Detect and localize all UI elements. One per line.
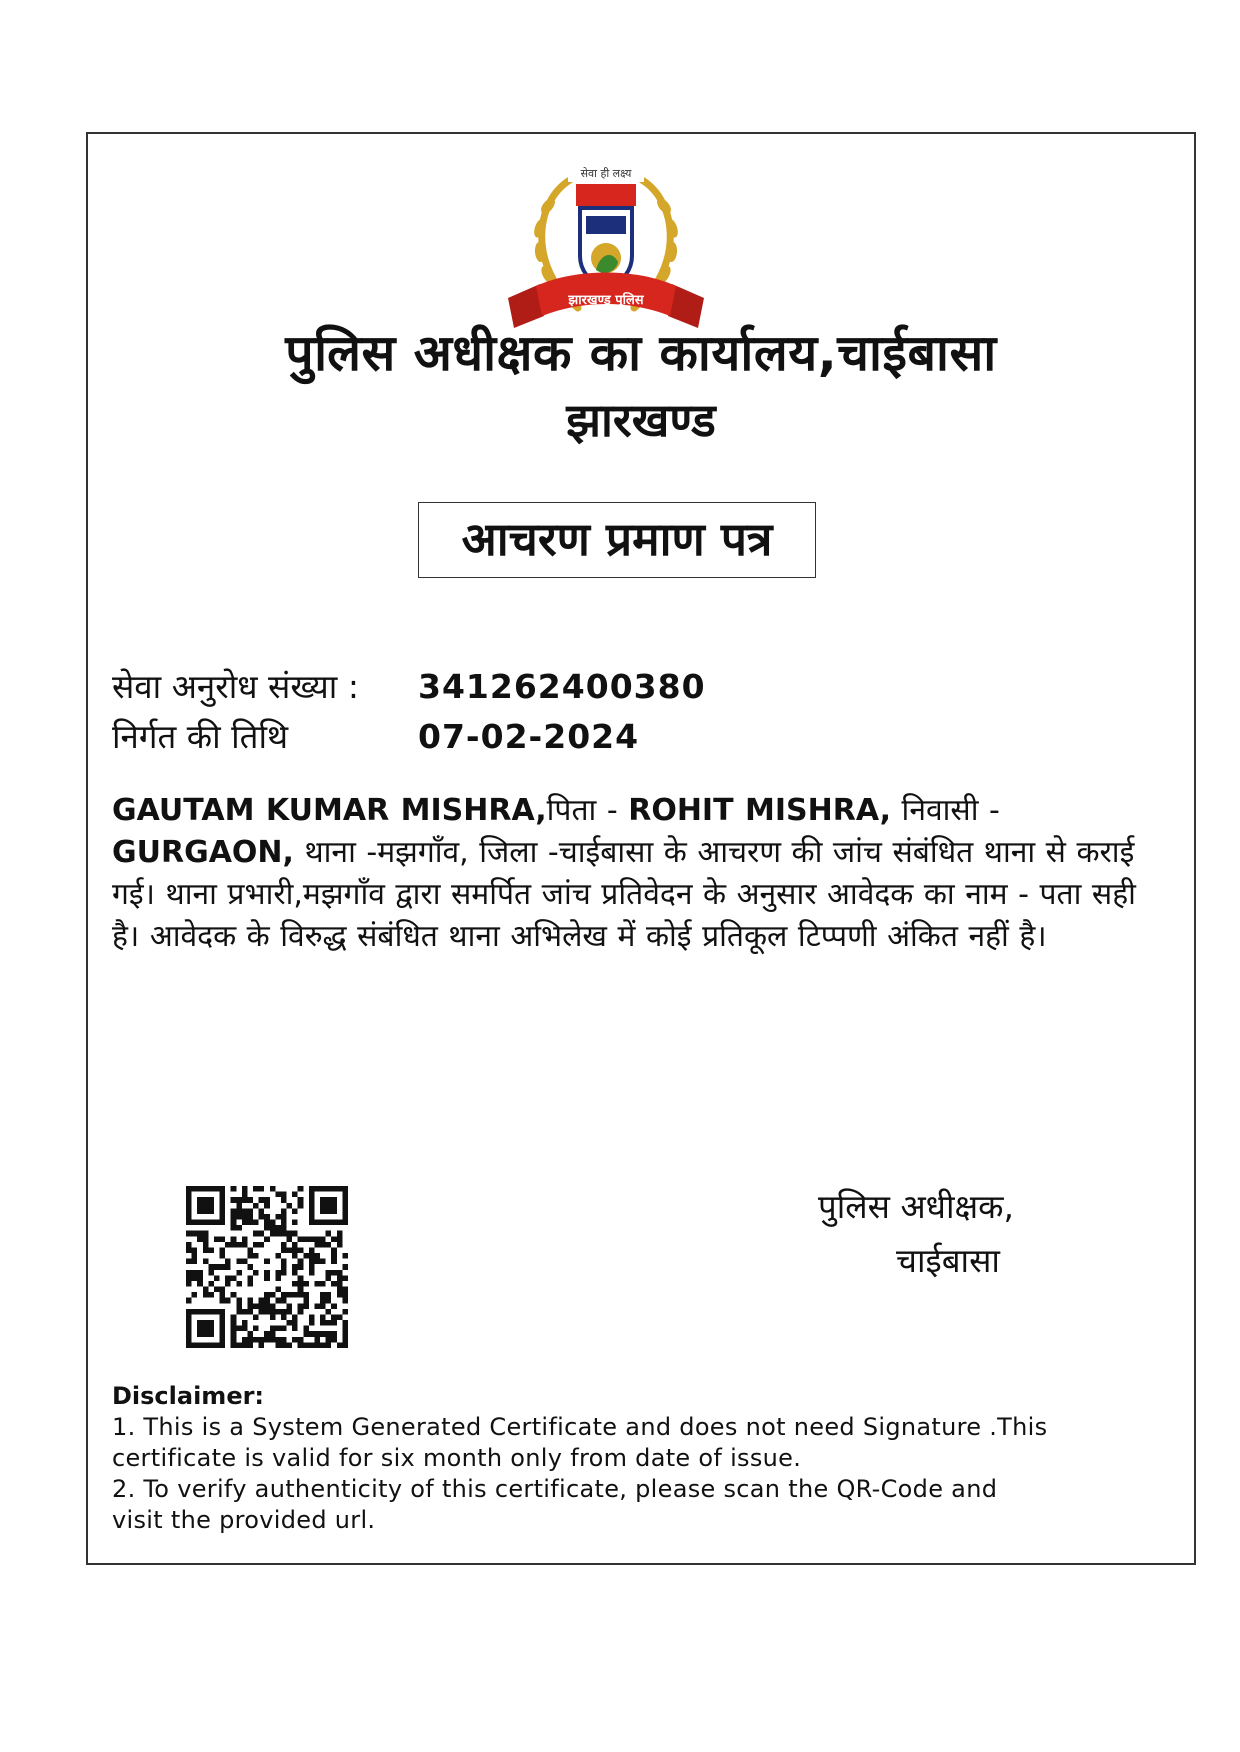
jharkhand-police-emblem <box>500 158 712 340</box>
service-request-row <box>112 664 706 710</box>
office-state: झारखण्ड <box>566 393 716 447</box>
disclaimer-line: certificate is valid for six month only from date of issue. <box>112 1444 802 1472</box>
signatory-title: पुलिस अधीक्षक, <box>818 1187 1015 1226</box>
office-title: पुलिस अधीक्षक का कार्यालय,चाईबासा <box>285 324 997 382</box>
disclaimer-line: 2. To verify authenticity of this certificate, please scan the QR-Code and <box>112 1475 998 1503</box>
issue-date-label: निर्गत की तिथि <box>112 717 289 756</box>
disclaimer-line: 1. This is a System Generated Certificate and does not need Signature .This <box>112 1413 1048 1441</box>
resident-label: निवासी - <box>891 793 1000 828</box>
disclaimer-line: visit the provided url. <box>112 1506 376 1534</box>
emblem-motto: सेवा ही लक्ष्य <box>580 167 632 180</box>
verification-qr-code[interactable] <box>186 1186 348 1348</box>
service-request-label: सेवा अनुरोध संख्या : <box>112 667 359 706</box>
issue-date-row <box>112 714 640 760</box>
certificate-body <box>112 790 1167 958</box>
applicant-name: GAUTAM KUMAR MISHRA, <box>112 793 547 828</box>
disclaimer <box>112 1380 1172 1536</box>
father-label: पिता - <box>546 793 629 828</box>
signatory-place: चाईबासा <box>896 1241 1000 1280</box>
emblem-ribbon-text: झारखण्ड पुलिस <box>568 293 644 308</box>
body-text: थाना -मझगाँव, जिला -चाईबासा के आचरण की जांच संबंधित थाना से कराई गई। थाना प्रभारी,मझगाँव द्वारा समर्पित जांच प्रतिवेदन के अनुसार आवेदक का नाम - पता सही है। आवेदक के विरुद्ध संबंधित थाना अभिलेख में कोई प्रतिकूल टिप्पणी अंकित नहीं है। <box>112 835 1136 954</box>
father-name: ROHIT MISHRA, <box>628 793 892 828</box>
disclaimer-title: Disclaimer: <box>112 1382 265 1410</box>
resident-place: GURGAON, <box>112 835 294 870</box>
issue-date-value: 07-02-2024 <box>418 717 640 756</box>
certificate-title: आचरण प्रमाण पत्र <box>418 502 816 578</box>
service-request-number: 341262400380 <box>418 667 706 706</box>
